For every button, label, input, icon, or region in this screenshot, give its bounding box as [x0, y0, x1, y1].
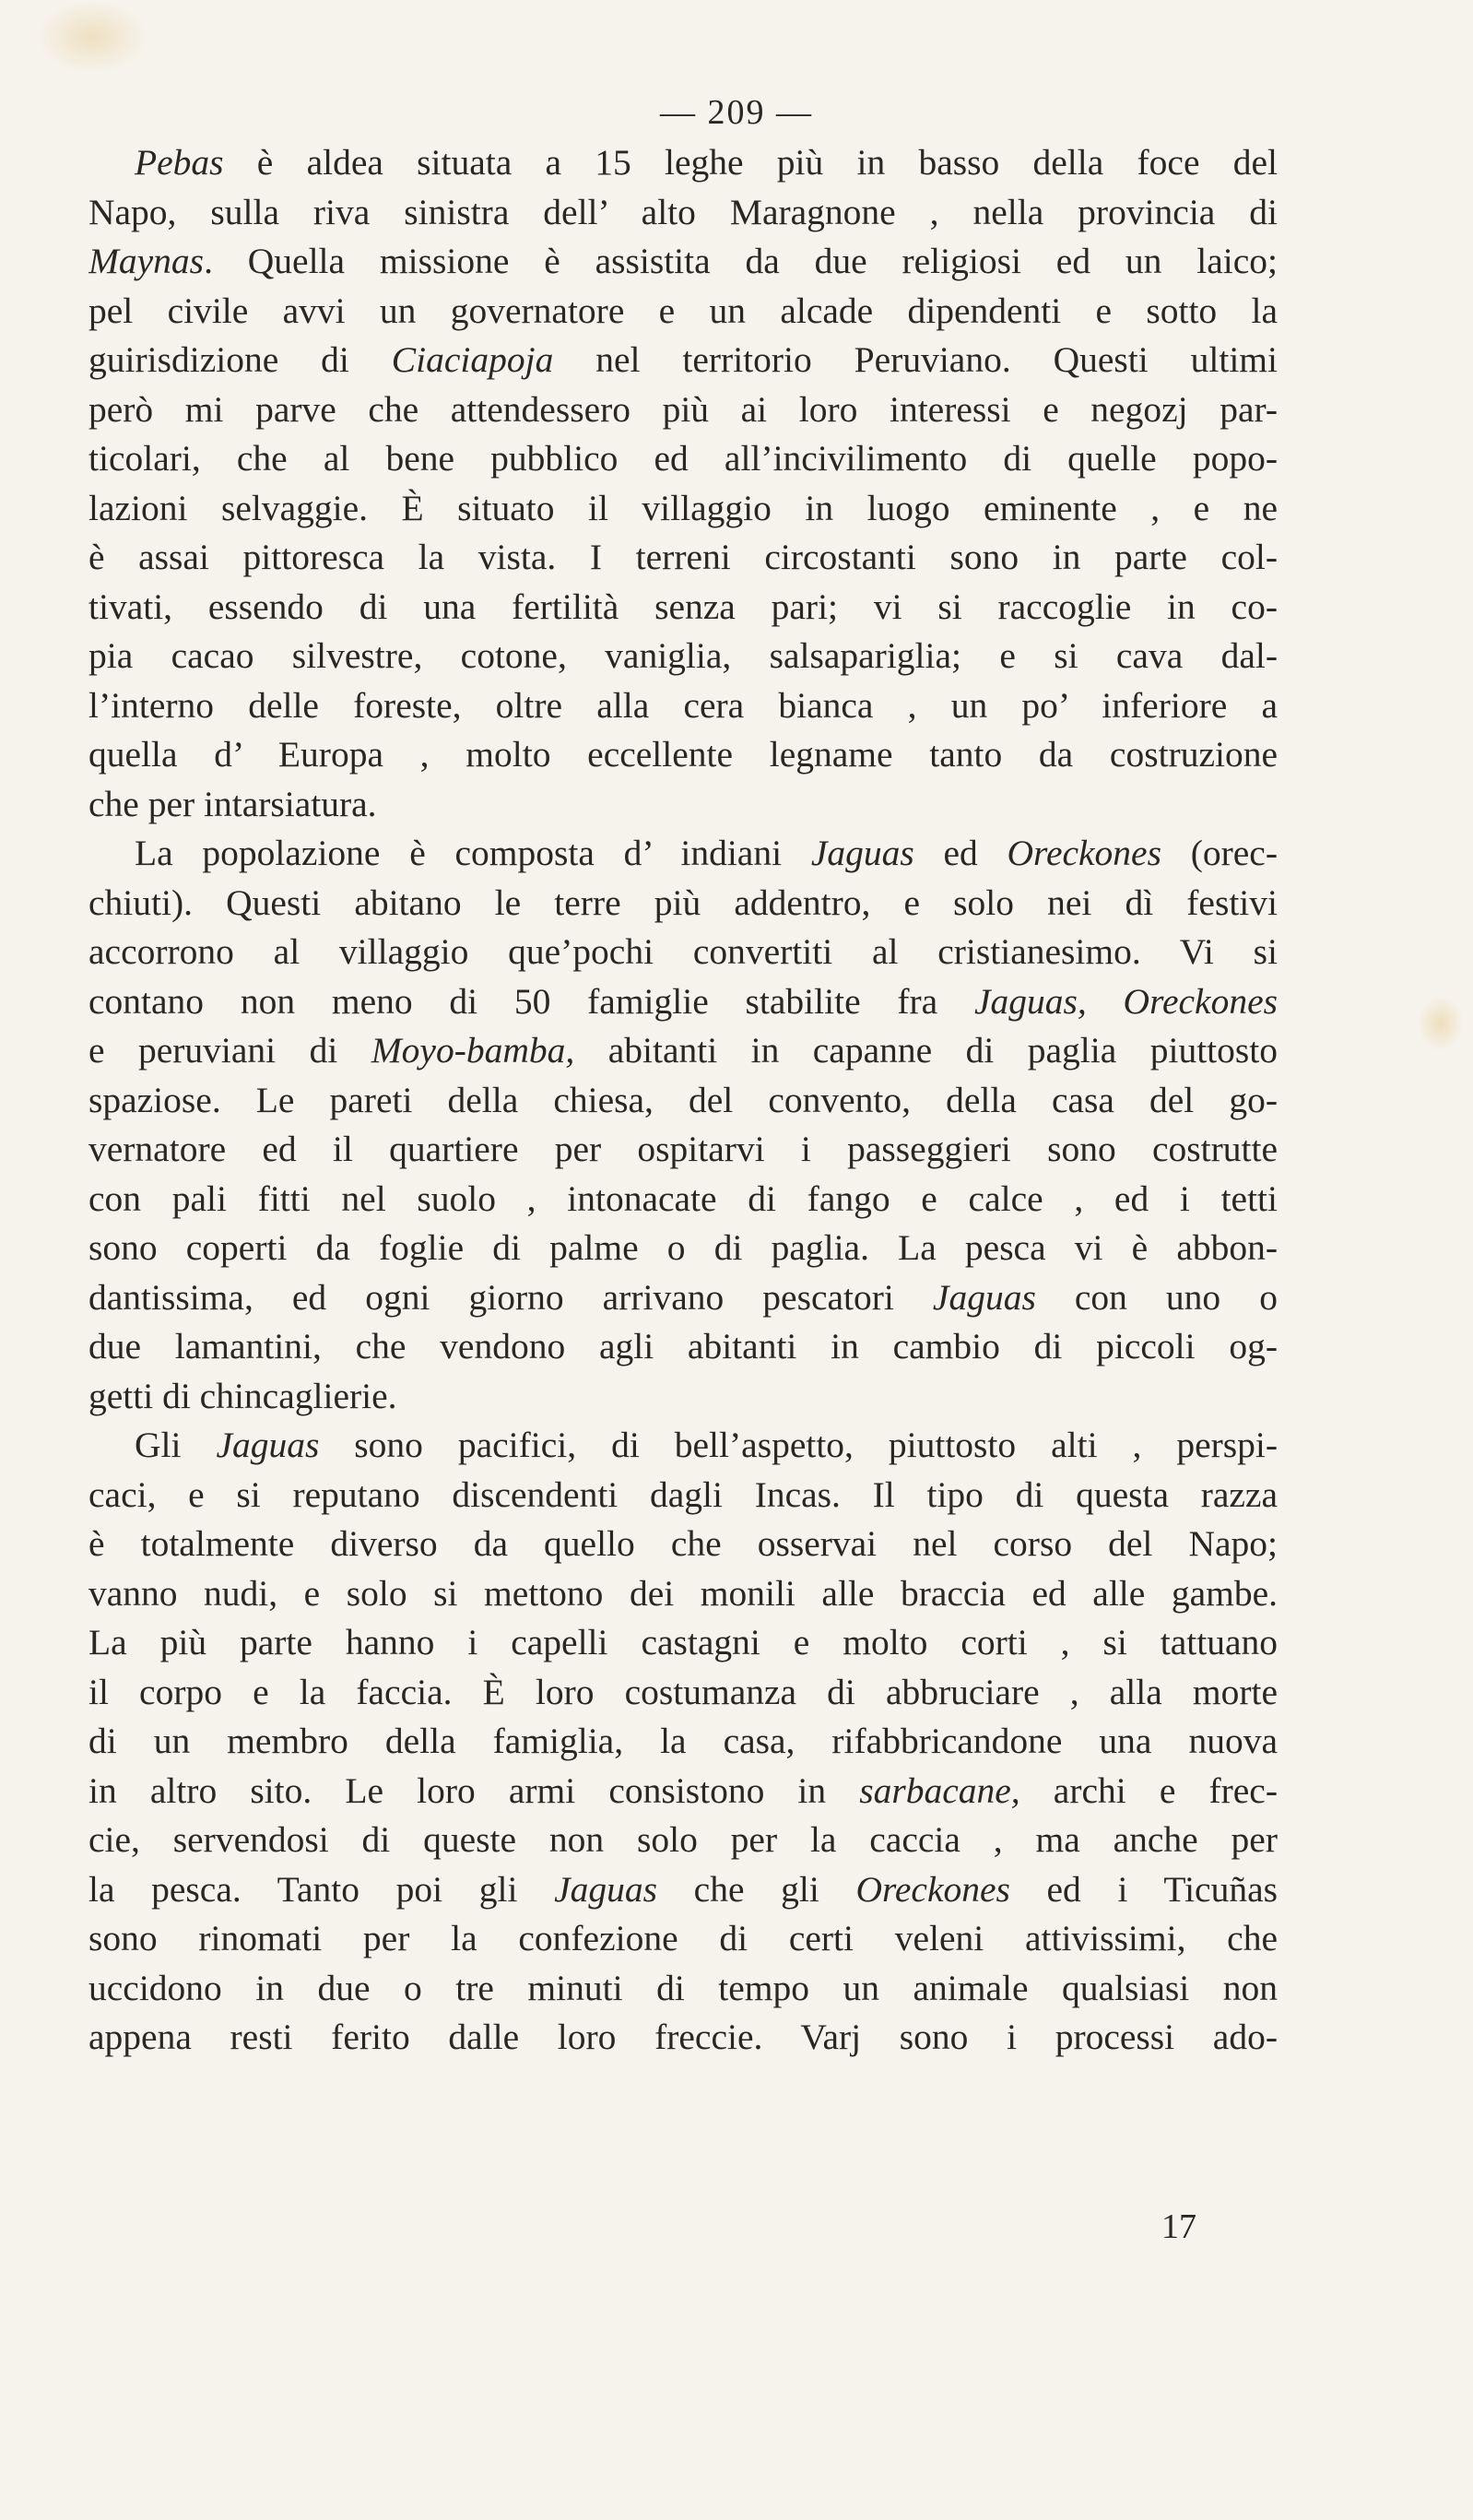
text-line — [88, 1322, 1278, 1372]
text-line — [88, 632, 1278, 681]
text-run: di un membro della famiglia, la casa, rifabbricandone una nuova — [88, 1721, 1278, 1761]
body-text — [88, 138, 1278, 2063]
text-run: ticolari, che al bene pubblico ed all’incivilimento di quelle popo- — [88, 438, 1278, 479]
text-line — [88, 1767, 1278, 1816]
italic-term: Jaguas — [932, 1276, 1036, 1318]
text-line — [88, 730, 1278, 780]
italic-term: Jaguas, Oreckones — [974, 980, 1278, 1022]
text-run: pia cacao silvestre, cotone, vaniglia, salsapariglia; e si cava dal- — [88, 635, 1278, 676]
text-run: guirisdizione di — [88, 339, 392, 380]
text-line — [88, 484, 1278, 534]
text-line — [88, 1125, 1278, 1175]
text-run: la pesca. Tanto poi gli — [88, 1868, 555, 1910]
text-run: il corpo e la faccia. È loro costumanza di abbruciare , alla morte — [88, 1671, 1278, 1712]
text-run: vernatore ed il quartiere per ospitarvi i passeggieri sono costrutte — [88, 1129, 1278, 1169]
text-line — [88, 583, 1278, 633]
text-line — [88, 1421, 1278, 1471]
text-run: caci, e si reputano discendenti dagli Incas. Il tipo di questa razza — [88, 1473, 1278, 1515]
text-line — [88, 1618, 1278, 1668]
text-run: La più parte hanno i capelli castagni e molto corti , si tattuano — [88, 1622, 1278, 1662]
text-line — [88, 2013, 1278, 2063]
text-run: che gli — [657, 1868, 856, 1910]
text-run: sono pacifici, di bell’aspetto, piuttosto alti , perspi- — [319, 1425, 1278, 1465]
text-line — [88, 385, 1278, 435]
text-line — [88, 188, 1278, 238]
text-run: però mi parve che attendessero più ai loro interessi e negozj par- — [88, 388, 1278, 430]
text-line — [88, 434, 1278, 484]
stain-mark — [1418, 996, 1464, 1051]
text-run: uccidono in due o tre minuti di tempo un animale qualsiasi non — [88, 1967, 1278, 2008]
text-run: dantissima, ed ogni giorno arrivano pescatori — [88, 1276, 933, 1318]
text-line — [88, 1816, 1278, 1865]
text-line — [88, 1914, 1278, 1964]
text-run: sono coperti da foglie di palme o di paglia. La pesca vi è abbon- — [88, 1227, 1278, 1268]
text-line — [88, 1569, 1278, 1619]
text-run: Napo, sulla riva sinistra dell’ alto Maragnone , nella provincia di — [88, 191, 1278, 232]
italic-term: Ciaciapoja — [391, 339, 554, 380]
italic-term: Maynas — [88, 241, 205, 281]
italic-term: Jaguas — [216, 1425, 320, 1465]
text-line — [88, 1520, 1278, 1569]
text-line — [88, 1865, 1278, 1915]
text-line — [88, 1717, 1278, 1767]
text-run: nel territorio Peruviano. Questi ultimi — [553, 339, 1278, 380]
text-line — [88, 1273, 1278, 1323]
text-run: pel civile avvi un governatore e un alcade dipendenti e sotto la — [88, 290, 1278, 331]
italic-term: Jaguas — [554, 1868, 658, 1910]
text-run: La popolazione è composta d’ indiani — [135, 833, 811, 873]
text-line — [88, 336, 1278, 385]
text-line — [88, 1076, 1278, 1126]
text-line — [88, 681, 1278, 731]
text-run: ed — [913, 833, 1008, 873]
text-line — [88, 1471, 1278, 1520]
text-run: contano non meno di 50 famiglie stabilite fra — [88, 980, 974, 1022]
text-run: getti di chincaglierie. — [88, 1375, 397, 1416]
italic-term: Oreckones — [855, 1868, 1010, 1910]
text-run: che per intarsiatura. — [88, 783, 377, 824]
text-line — [88, 287, 1278, 337]
italic-term: Oreckones — [1007, 833, 1161, 873]
text-line — [88, 1224, 1278, 1273]
text-run: archi e frec- — [1019, 1769, 1278, 1811]
text-run: due lamantini, che vendono agli abitanti in cambio di piccoli og- — [88, 1326, 1278, 1366]
text-line — [88, 928, 1278, 977]
text-run: è totalmente diverso da quello che osservai nel corso del Napo; — [88, 1523, 1278, 1564]
text-run: accorrono al villaggio que’pochi convertiti al cristianesimo. Vi si — [88, 931, 1278, 972]
text-line — [88, 1026, 1278, 1076]
text-line — [88, 237, 1278, 287]
page-number: — 209 — — [660, 93, 813, 132]
italic-term: Jaguas — [810, 833, 914, 873]
text-line — [88, 780, 1278, 830]
text-line — [88, 1964, 1278, 2014]
text-run: con uno o — [1035, 1276, 1278, 1318]
text-run: quella d’ Europa , molto eccellente legname tanto da costruzione — [88, 734, 1278, 775]
text-run: lazioni selvaggie. È situato il villaggio in luogo eminente , e ne — [88, 487, 1278, 528]
text-run: sono rinomati per la confezione di certi veleni attivissimi, che — [88, 1918, 1278, 1958]
italic-term: Pebas — [135, 142, 224, 183]
text-run: è assai pittoresca la vista. I terreni circostanti sono in parte col- — [88, 537, 1278, 577]
italic-term: sarbacane, — [859, 1769, 1020, 1811]
signature-mark: 17 — [1161, 2207, 1196, 2246]
text-run: Gli — [135, 1425, 217, 1465]
text-run: spaziose. Le pareti della chiesa, del convento, della casa del go- — [88, 1079, 1278, 1120]
text-run: tivati, essendo di una fertilità senza pari; vi si raccoglie in co- — [88, 586, 1278, 627]
text-run: . Quella missione è assistita da due religiosi ed un laico; — [204, 241, 1278, 281]
text-run: l’interno delle foreste, oltre alla cera bianca , un po’ inferiore a — [88, 684, 1278, 726]
text-line — [88, 1668, 1278, 1718]
text-run: ed i Ticuñas — [1009, 1868, 1278, 1910]
italic-term: Moyo-bamba, — [371, 1030, 575, 1071]
text-line — [88, 829, 1278, 879]
text-line — [88, 977, 1278, 1027]
text-run: abitanti in capanne di paglia piuttosto — [574, 1030, 1278, 1071]
text-line — [88, 1372, 1278, 1422]
text-line — [88, 138, 1278, 188]
text-run: con pali fitti nel suolo , intonacate di fango e calce , ed i tetti — [88, 1177, 1278, 1219]
text-run: chiuti). Questi abitano le terre più addentro, e solo nei dì festivi — [88, 881, 1278, 923]
text-run: è aldea situata a 15 leghe più in basso della foce del — [223, 142, 1278, 183]
text-run: cie, servendosi di queste non solo per la caccia , ma anche per — [88, 1819, 1278, 1860]
text-run: e peruviani di — [88, 1030, 371, 1071]
text-run: in altro sito. Le loro armi consistono in — [88, 1769, 860, 1811]
text-run: (orec- — [1161, 833, 1278, 873]
text-line — [88, 1175, 1278, 1225]
text-line — [88, 533, 1278, 583]
text-run: appena resti ferito dalle loro freccie. Varj sono i processi ado- — [88, 2017, 1278, 2057]
text-line — [88, 879, 1278, 929]
text-run: vanno nudi, e solo si mettono dei monili alle braccia ed alle gambe. — [88, 1572, 1278, 1614]
stain-mark — [37, 0, 147, 74]
